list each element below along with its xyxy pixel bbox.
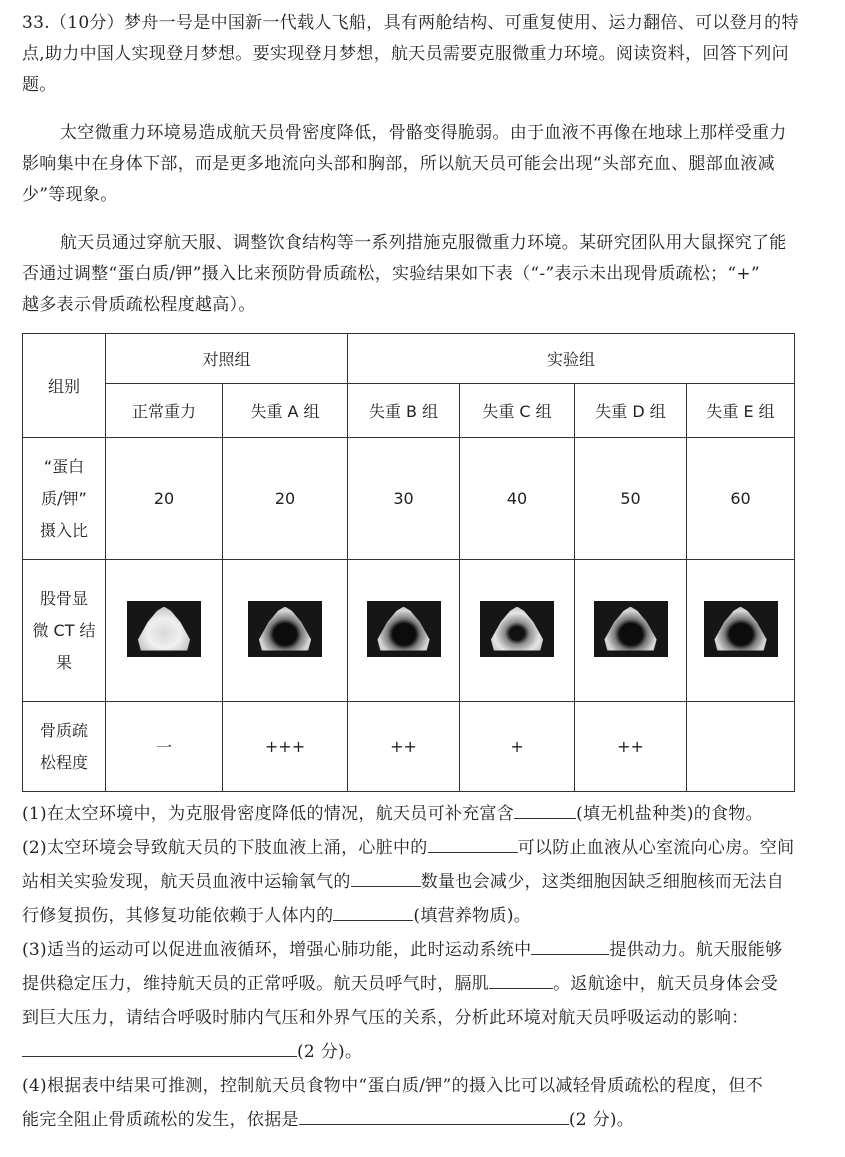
osteo-value xyxy=(687,702,795,792)
osteo-value: 一 xyxy=(106,702,223,792)
q-text: 行修复损伤，其修复功能依赖于人体内的 xyxy=(22,906,334,926)
q-text: (2 分)。 xyxy=(568,1110,635,1130)
osteo-value: ++ xyxy=(575,702,687,792)
group-name: 失重 E 组 xyxy=(687,384,795,438)
femur-ct-image xyxy=(248,601,322,657)
ct-cell xyxy=(106,560,223,702)
femur-ct-image xyxy=(127,601,201,657)
osteo-value: +++ xyxy=(223,702,348,792)
q2-line3 xyxy=(22,899,822,933)
para-line: 少”等现象。 xyxy=(22,185,118,205)
para-line: 航天员通过穿航天服、调整饮食结构等一系列措施克服微重力环境。某研究团队用大鼠探究了能 xyxy=(60,233,787,253)
ct-cell xyxy=(575,560,687,702)
q4: (4)根据表中结果可推测，控制航天员食物中“蛋白质/钾”的摄入比可以减轻骨质疏松的程度，但不 xyxy=(22,1076,763,1096)
osteo-value: ++ xyxy=(348,702,460,792)
group-name: 失重 B 组 xyxy=(348,384,460,438)
group-header: 组别 xyxy=(23,334,106,438)
label-line: 骨质疏 xyxy=(39,720,88,740)
femur-ct-image xyxy=(367,601,441,657)
label-line: 质/钾” xyxy=(41,488,87,508)
ct-row-label xyxy=(23,560,106,702)
ct-cell xyxy=(687,560,795,702)
sub-questions xyxy=(22,797,822,1137)
q-text: (填无机盐种类)的食物。 xyxy=(576,804,763,824)
label-line: 松程度 xyxy=(39,752,88,772)
q-text: 提供动力。航天服能够 xyxy=(609,940,783,960)
q-text: 站相关实验发现，航天员血液中运输氧气的 xyxy=(22,872,351,892)
label-line: 微 CT 结 xyxy=(32,620,96,640)
q3-line4 xyxy=(22,1035,822,1069)
q-text: 能完全阻止骨质疏松的发生，依据是 xyxy=(22,1110,299,1130)
answer-blank[interactable] xyxy=(351,868,421,887)
experiment-group-header: 实验组 xyxy=(348,334,795,384)
question-intro xyxy=(22,8,822,101)
label-line: “蛋白 xyxy=(43,456,85,476)
para-line: 否通过调整“蛋白质/钾”摄入比来预防骨质疏松，实验结果如下表（“-”表示未出现骨质疏松；“+” xyxy=(22,264,760,284)
q-text: (2 分)。 xyxy=(297,1042,363,1062)
para-line: 影响集中在身体下部，而是更多地流向头部和胸部，所以航天员可能会出现“头部充血、腿部血液减 xyxy=(22,154,775,174)
femur-ct-image xyxy=(480,601,554,657)
para-line: 太空微重力环境易造成航天员骨密度降低，骨骼变得脆弱。由于血液不再像在地球上那样受重力 xyxy=(60,123,787,143)
q3-line3: 到巨大压力，请结合呼吸时肺内气压和外界气压的关系，分析此环境对航天员呼吸运动的影响： xyxy=(22,1008,749,1028)
material-paragraph-1 xyxy=(22,118,822,211)
label-line: 摄入比 xyxy=(39,520,88,540)
group-name: 正常重力 xyxy=(106,384,223,438)
q2-line2 xyxy=(22,865,822,899)
control-group-header: 对照组 xyxy=(106,334,348,384)
label-line: 股骨显 xyxy=(39,588,88,608)
q-text: (1)在太空环境中，为克服骨密度降低的情况，航天员可补充富含 xyxy=(22,804,515,824)
femur-ct-image xyxy=(594,601,668,657)
ratio-value: 60 xyxy=(687,438,795,560)
ratio-value: 20 xyxy=(223,438,348,560)
q2 xyxy=(22,831,822,865)
ratio-value: 30 xyxy=(348,438,460,560)
answer-blank[interactable] xyxy=(333,902,413,921)
osteo-row-label xyxy=(23,702,106,792)
q1 xyxy=(22,797,822,831)
femur-ct-image xyxy=(704,601,778,657)
answer-blank[interactable] xyxy=(428,834,518,853)
ratio-value: 50 xyxy=(575,438,687,560)
q-text: (3)适当的运动可以促进血液循环，增强心肺功能，此时运动系统中 xyxy=(22,940,532,960)
q-text: (填营养物质)。 xyxy=(413,906,532,926)
q-text: 。返航途中，航天员身体会受 xyxy=(553,974,779,994)
intro-line: 题。 xyxy=(22,75,57,95)
results-table xyxy=(22,333,795,792)
q4-line2 xyxy=(22,1103,822,1137)
ratio-row-label xyxy=(23,438,106,560)
group-name: 失重 D 组 xyxy=(575,384,687,438)
answer-blank[interactable] xyxy=(531,936,609,955)
answer-blank[interactable] xyxy=(489,970,553,989)
q-text: 提供稳定压力，维持航天员的正常呼吸。航天员呼气时，膈肌 xyxy=(22,974,490,994)
q-text: 数量也会减少，这类细胞因缺乏细胞核而无法自 xyxy=(420,872,785,892)
answer-blank[interactable] xyxy=(514,800,576,819)
group-name: 失重 C 组 xyxy=(460,384,575,438)
q-text: 可以防止血液从心室流向心房。空间 xyxy=(517,838,795,858)
intro-line: 点,助力中国人实现登月梦想。要实现登月梦想，航天员需要克服微重力环境。阅读资料，回答下列问 xyxy=(22,44,789,64)
q3 xyxy=(22,933,822,967)
material-paragraph-2 xyxy=(22,228,822,321)
ratio-value: 40 xyxy=(460,438,575,560)
q-text: (2)太空环境会导致航天员的下肢血液上涌，心脏中的 xyxy=(22,838,428,858)
ct-cell xyxy=(348,560,460,702)
para-line: 越多表示骨质疏松程度越高）。 xyxy=(22,295,256,315)
intro-line: 33.（10分）梦舟一号是中国新一代载人飞船，具有两舱结构、可重复使用、运力翻倍、可以登月的特 xyxy=(22,13,799,33)
osteo-value: + xyxy=(460,702,575,792)
ct-cell xyxy=(223,560,348,702)
ratio-value: 20 xyxy=(106,438,223,560)
ct-cell xyxy=(460,560,575,702)
q3-line2 xyxy=(22,967,822,1001)
label-line: 果 xyxy=(55,652,72,672)
group-name: 失重 A 组 xyxy=(223,384,348,438)
answer-blank[interactable] xyxy=(299,1106,569,1125)
answer-blank[interactable] xyxy=(22,1038,297,1057)
